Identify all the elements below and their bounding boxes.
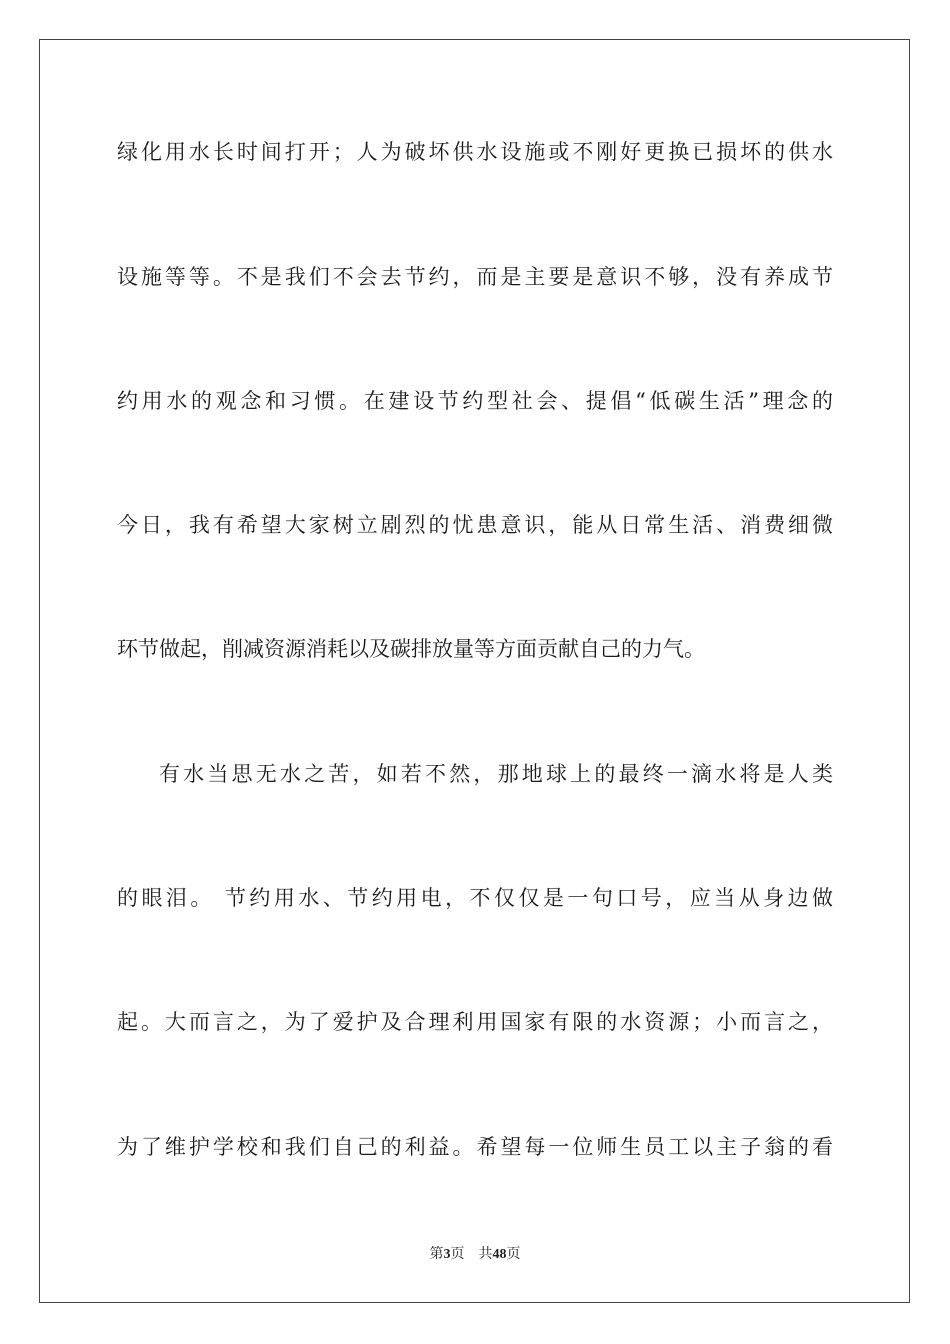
text-line-4: 今日，我有希望大家树立剧烈的忧患意识，能从日常生活、消费细微 (117, 513, 833, 537)
footer-page-suffix: 页 (450, 1247, 465, 1262)
text-line-9: 为了维护学校和我们自己的利益。希望每一位师生员工以主子翁的看 (117, 1135, 833, 1159)
footer-page-number: 3 (443, 1247, 451, 1262)
footer-total-prefix: 共 (478, 1247, 493, 1262)
footer-total-pages: 48 (492, 1247, 507, 1262)
text-line-5: 环节做起，削减资源消耗以及碳排放量等方面贡献自己的力气。 (117, 637, 705, 661)
footer-page-prefix: 第 (429, 1247, 444, 1262)
text-line-8: 起。大而言之，为了爱护及合理利用国家有限的水资源；小而言之， (117, 1010, 833, 1034)
text-line-7: 的眼泪。 节约用水、节约用电，不仅仅是一句口号，应当从身边做 (117, 886, 833, 910)
footer-total-suffix: 页 (506, 1247, 521, 1262)
paragraph-2-first-line: 有水当思无水之苦，如若不然，那地球上的最终一滴水将是人类 (159, 762, 833, 786)
text-line-2: 设施等等。不是我们不会去节约，而是主要是意识不够，没有养成节 (117, 265, 833, 289)
text-line-3: 约用水的观念和习惯。在建设节约型社会、提倡“低碳生活”理念的 (117, 389, 833, 413)
page-border (39, 39, 910, 1303)
text-line-1: 绿化用水长时间打开；人为破坏供水设施或不刚好更换已损坏的供水 (117, 140, 833, 164)
page-footer (0, 1243, 950, 1263)
